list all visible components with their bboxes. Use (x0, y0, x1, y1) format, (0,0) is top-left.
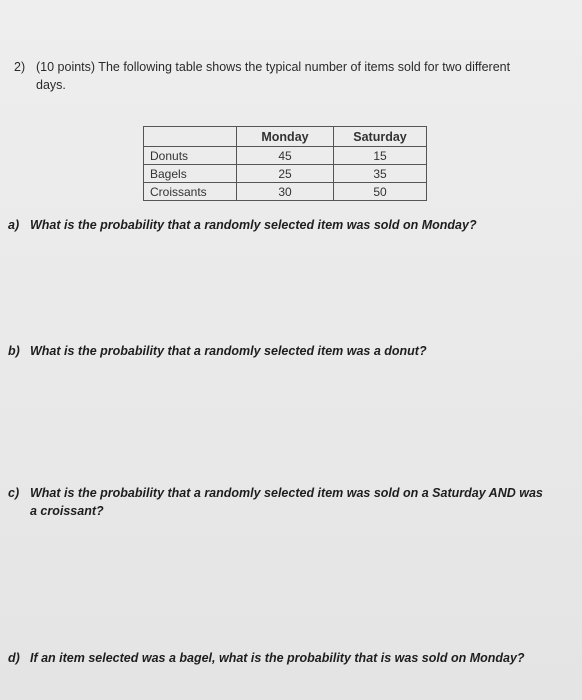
cell-saturday: 50 (334, 183, 427, 201)
cell-monday: 25 (237, 165, 334, 183)
table-header-row (144, 127, 427, 147)
question-line-2: days. (36, 78, 66, 92)
part-letter: a) (8, 218, 20, 232)
header-monday: Monday (237, 127, 334, 147)
cell-monday: 30 (237, 183, 334, 201)
row-label: Bagels (144, 165, 237, 183)
part-c (8, 484, 582, 520)
cell-saturday: 15 (334, 147, 427, 165)
table-corner-cell (144, 127, 237, 147)
table-row (144, 183, 427, 201)
part-c-line-2: a croissant? (30, 504, 104, 518)
question-line-1 (14, 58, 574, 76)
part-text: What is the probability that a randomly selected item was a donut? (30, 344, 427, 358)
table-row (144, 147, 427, 165)
part-text: What is the probability that a randomly selected item was sold on Monday? (30, 218, 477, 232)
part-b (8, 342, 582, 360)
part-d (8, 649, 582, 667)
cell-monday: 45 (237, 147, 334, 165)
part-letter: d) (8, 651, 20, 665)
part-letter: b) (8, 344, 20, 358)
items-sold-table (143, 126, 427, 201)
part-a (8, 216, 582, 234)
part-letter: c) (8, 486, 20, 500)
part-text: If an item selected was a bagel, what is the probability that is was sold on Monday? (30, 651, 525, 665)
table-row (144, 165, 427, 183)
part-text: What is the probability that a randomly selected item was sold on a Saturday AND was (30, 486, 543, 500)
part-c-line-1 (8, 484, 582, 502)
question-prompt (14, 58, 574, 94)
question-number: 2) (14, 60, 26, 74)
cell-saturday: 35 (334, 165, 427, 183)
row-label: Donuts (144, 147, 237, 165)
header-saturday: Saturday (334, 127, 427, 147)
row-label: Croissants (144, 183, 237, 201)
question-text: (10 points) The following table shows the typical number of items sold for two different (36, 60, 511, 74)
